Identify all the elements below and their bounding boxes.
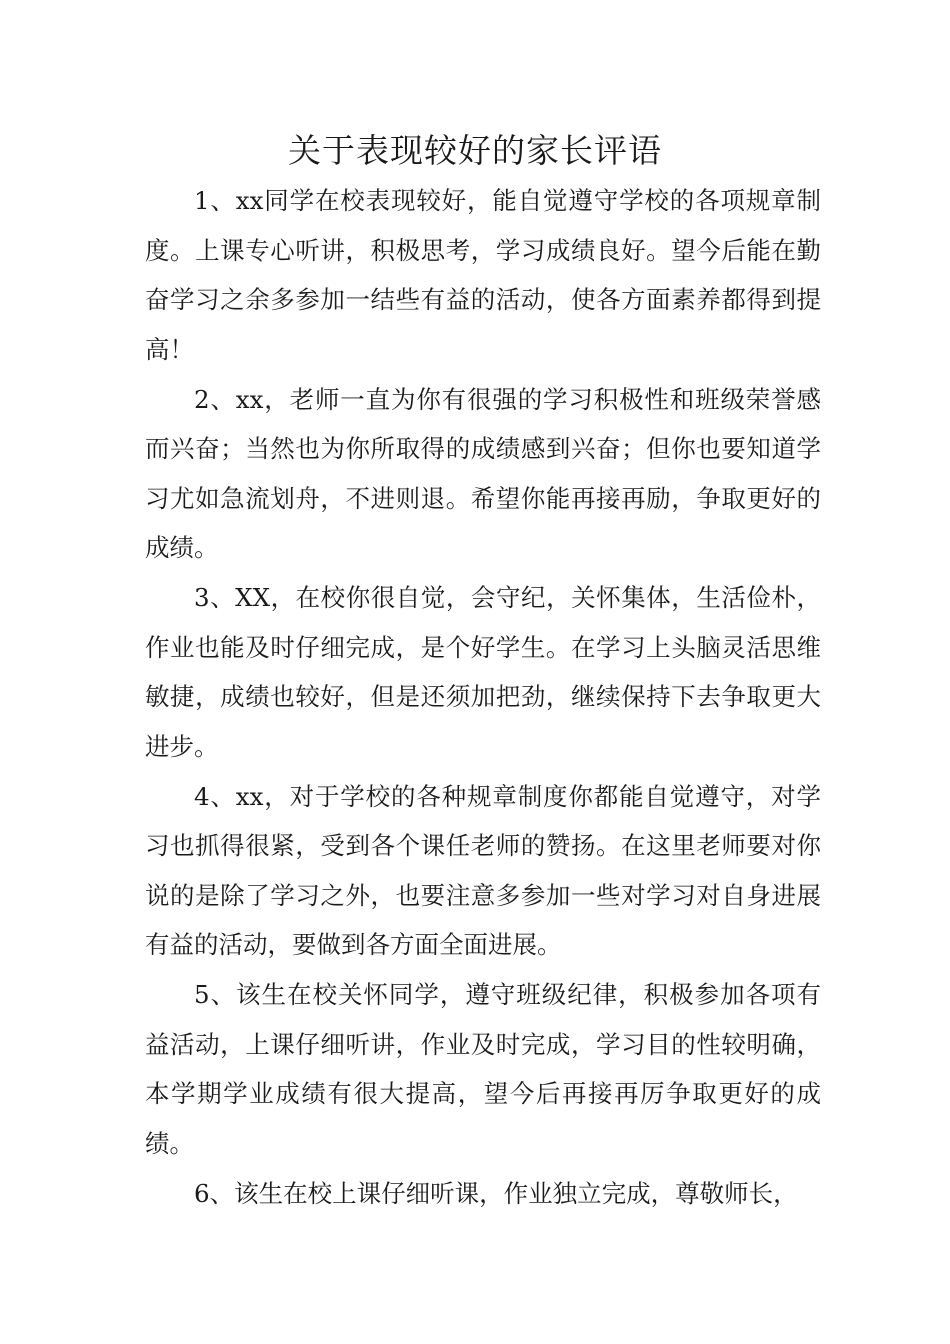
paragraph-6: 6、该生在校上课仔细听课，作业独立完成，尊敬师长， xyxy=(194,1178,798,1208)
document-title: 关于表现较好的家长评语 xyxy=(288,131,662,170)
paragraph-5: 5、该生在校关怀同学，遵守班级纪律，积极参加各项有益活动，上课仔细听讲，作业及时完成，学习目的性较明确，本学期学业成绩有很大提高，望今后再接再厉争取更好的成绩。 xyxy=(145,980,821,1158)
paragraph-4: 4、xx，对于学校的各种规章制度你都能自觉遵守，对学习也抓得很紧，受到各个课任老师的赞扬。在这里老师要对你说的是除了学习之外，也要注意多参加一些对学习对自身进展有益的活动，要做到各方面全面进展。 xyxy=(145,781,821,959)
document-body xyxy=(145,176,821,1219)
paragraph-1: 1、xx同学在校表现较好，能自觉遵守学校的各项规章制度。上课专心听讲，积极思考，学习成绩良好。望今后能在勤奋学习之余多参加一结些有益的活动，使各方面素养都得到提高！ xyxy=(145,186,821,364)
paragraph-3: 3、XX，在校你很自觉，会守纪，关怀集体，生活俭朴，作业也能及时仔细完成，是个好学生。在学习上头脑灵活思维敏捷，成绩也较好，但是还须加把劲，继续保持下去争取更大进步。 xyxy=(145,583,821,761)
paragraph-2: 2、xx，老师一直为你有很强的学习积极性和班级荣誉感而兴奋；当然也为你所取得的成绩感到兴奋；但你也要知道学习尤如急流划舟，不进则退。希望你能再接再励，争取更好的成绩。 xyxy=(145,384,821,562)
